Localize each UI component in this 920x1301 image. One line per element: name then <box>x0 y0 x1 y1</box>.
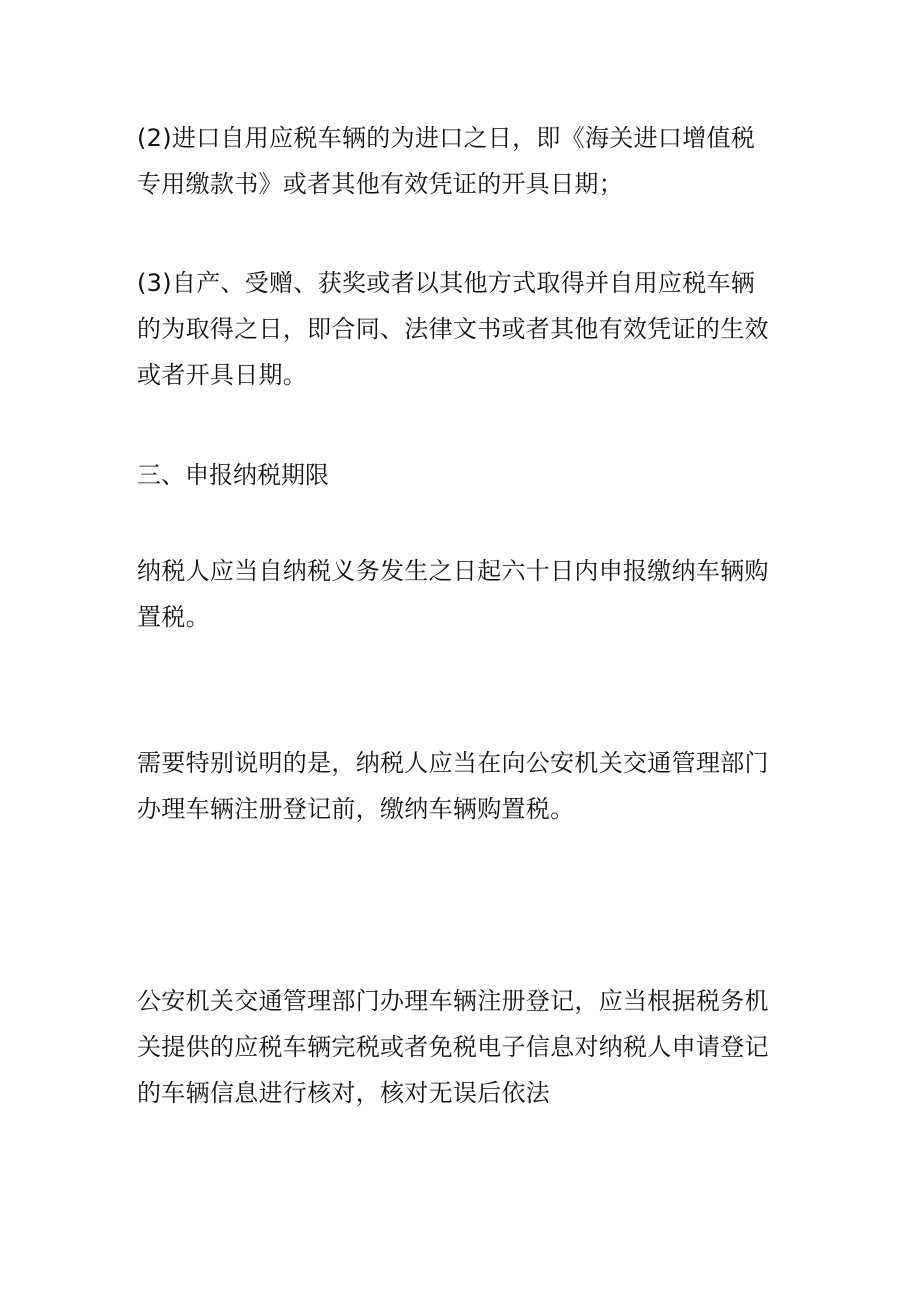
paragraph-self-produced-date <box>137 260 792 398</box>
text-line: (3)自产、受赠、获奖或者以其他方式取得并自用应税车辆 <box>137 269 756 297</box>
section-heading: 三、申报纳税期限 <box>137 461 329 489</box>
text-line: 公安机关交通管理部门办理车辆注册登记，应当根据税务机 <box>137 987 769 1015</box>
paragraph-filing-deadline <box>137 548 792 640</box>
paragraph-registration-check <box>137 978 792 1116</box>
text-line: 纳税人应当自纳税义务发生之日起六十日内申报缴纳车辆购 <box>137 557 769 585</box>
text-line: 的车辆信息进行核对，核对无误后依法 <box>137 1079 551 1107</box>
text-line: 或者开具日期。 <box>137 361 308 389</box>
text-line: (2)进口自用应税车辆的为进口之日，即《海关进口增值税 <box>137 124 756 152</box>
text-line: 专用缴款书》或者其他有效凭证的开具日期； <box>137 170 623 198</box>
text-line: 的为取得之日，即合同、法律文书或者其他有效凭证的生效 <box>137 315 769 343</box>
text-line: 需要特别说明的是，纳税人应当在向公安机关交通管理部门 <box>137 749 769 777</box>
paragraph-special-note <box>137 740 792 832</box>
text-line: 关提供的应税车辆完税或者免税电子信息对纳税人申请登记 <box>137 1033 769 1061</box>
text-line: 置税。 <box>137 603 210 631</box>
paragraph-import-date <box>137 115 792 207</box>
text-line: 办理车辆注册登记前，缴纳车辆购置税。 <box>137 795 575 823</box>
